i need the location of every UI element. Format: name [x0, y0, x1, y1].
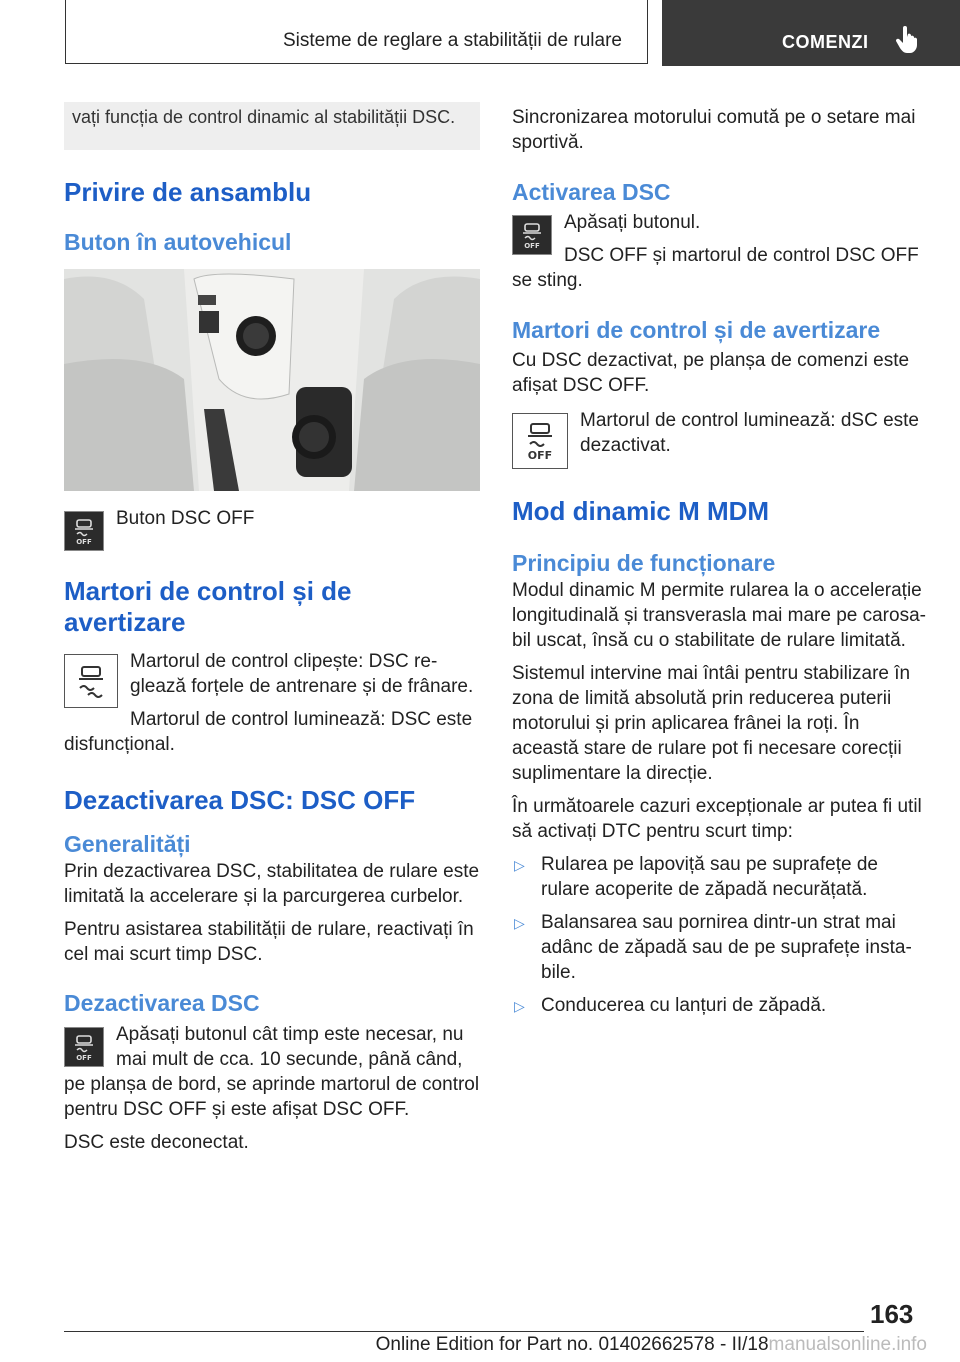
heading-indicators-right: Martori de control și de avertizare — [512, 317, 881, 343]
list-item-text: Conducerea cu lanțuri de zăpadă. — [541, 995, 827, 1016]
list-item — [512, 993, 928, 1018]
indicator-paragraph-2: Martorul de control luminează: DSC este disfuncțional. — [64, 709, 473, 755]
indicators-right-paragraph-2: Martorul de control luminează: dSC este dezactivat. — [580, 410, 919, 456]
heading-principle: Principiu de funcționare — [512, 550, 776, 576]
activate-paragraph-1: Apăsați butonul. — [564, 212, 701, 233]
exception-list — [512, 852, 928, 1018]
list-item-text: Balansarea sau pornirea dintr-un strat mai adânc de zăpadă sau de pe suprafețe instabile. — [541, 912, 912, 983]
triangle-right-icon: ▷ — [514, 915, 525, 931]
activate-paragraph-2: DSC OFF și martorul de control DSC OFF se sting. — [512, 245, 919, 291]
heading-activate-dsc: Activarea DSC — [512, 179, 671, 205]
deactivate-row — [64, 1022, 480, 1122]
dsc-warning-icon — [64, 654, 118, 708]
heading-general: Generalități — [64, 831, 191, 857]
left-column — [64, 102, 480, 1155]
activate-row — [512, 210, 928, 293]
heading-deactivate-dsc: Dezactivarea DSC — [64, 990, 260, 1016]
header-section-title: Sisteme de reglare a stabilității de rulare — [282, 30, 622, 51]
hand-pointer-icon — [896, 26, 918, 59]
center-console-photo — [64, 269, 480, 491]
principle-paragraph-1: Modul dinamic M permite rularea la o accelerație longitudinală și transverasla mai mare pe carosabil uscat, însă cu o stabilitate de rulare limitată. — [512, 580, 926, 651]
right-column — [512, 102, 928, 1026]
dsc-off-button-icon — [64, 511, 104, 551]
header-tab-label: COMENZI — [782, 32, 869, 52]
footer-edition — [376, 1334, 927, 1356]
button-caption-row — [64, 506, 480, 555]
footer-edition-text: Online Edition for Part no. 01402662578 - II/18 — [375, 1334, 769, 1355]
indicator-paragraph-1: Martorul de control clipește: DSC reglează forțele de antrenare și de frânare. — [130, 651, 474, 697]
heading-indicators-left: Martori de control și de avertizare — [64, 576, 352, 637]
general-paragraph-2: Pentru asistarea stabilității de rulare, reactivați în cel mai scurt timp DSC. — [64, 919, 474, 965]
button-caption: Buton DSC OFF — [116, 508, 255, 529]
dsc-off-button-icon — [512, 215, 552, 255]
principle-paragraph-2: Sistemul intervine mai întâi pentru stabilizare în zona de limită absolută prin reducerea puterii motorului și prin aplicarea frânei la roți. În această stare de rulare pot fi necesare corecții suplimentare la direcție. — [512, 663, 911, 784]
dsc-off-indicator-icon — [512, 413, 568, 469]
deactivate-paragraph-2: DSC este deconectat. — [64, 1132, 249, 1153]
general-paragraph-1: Prin dezactivarea DSC, stabilitatea de rulare este limitată la accelerare și la parcurgerea curbelor. — [64, 861, 480, 907]
svg-text:OFF: OFF — [76, 1054, 92, 1062]
footer-brand: manualsonline.info — [768, 1334, 927, 1355]
dsc-off-button-icon — [64, 1027, 104, 1067]
heading-button-in-vehicle: Buton în autovehicul — [64, 229, 292, 255]
triangle-right-icon: ▷ — [514, 857, 525, 873]
svg-text:OFF: OFF — [527, 449, 553, 462]
indicators-right-paragraph-1: Cu DSC dezactivat, pe planșa de comenzi este afișat DSC OFF. — [512, 350, 910, 396]
heading-deactivate-dsc-off: Dezactivarea DSC: DSC OFF — [64, 785, 416, 815]
heading-mdm: Mod dinamic M MDM — [512, 496, 770, 526]
triangle-right-icon: ▷ — [514, 998, 525, 1014]
continuation-note: vați funcția de control dinamic al stabilității DSC. — [64, 102, 480, 150]
list-item — [512, 910, 928, 985]
footer-divider — [64, 1331, 864, 1332]
heading-overview: Privire de ansamblu — [64, 177, 312, 207]
sync-paragraph: Sincronizarea motorului comută pe o setare mai sportivă. — [512, 107, 916, 153]
svg-text:OFF: OFF — [76, 538, 92, 546]
principle-paragraph-3: În următoarele cazuri excepționale ar putea fi util să activați DTC pentru scurt timp: — [512, 796, 922, 842]
indicator-row — [64, 649, 480, 757]
indicators-right-row — [512, 408, 928, 473]
page-number: 163 — [870, 1299, 914, 1329]
list-item-text: Rularea pe lapoviță sau pe suprafețe de rulare acoperite de zăpadă necurățată. — [541, 854, 878, 900]
deactivate-paragraph-1: Apăsați butonul cât timp este necesar, nu mai mult de cca. 10 secunde, până când, pe planșa de bord, se aprinde martorul de control pentru DSC OFF și este afișat DSC OFF. — [64, 1024, 480, 1120]
header-tab-comenzi[interactable] — [662, 0, 960, 66]
list-item — [512, 852, 928, 902]
svg-text:OFF: OFF — [524, 242, 540, 250]
